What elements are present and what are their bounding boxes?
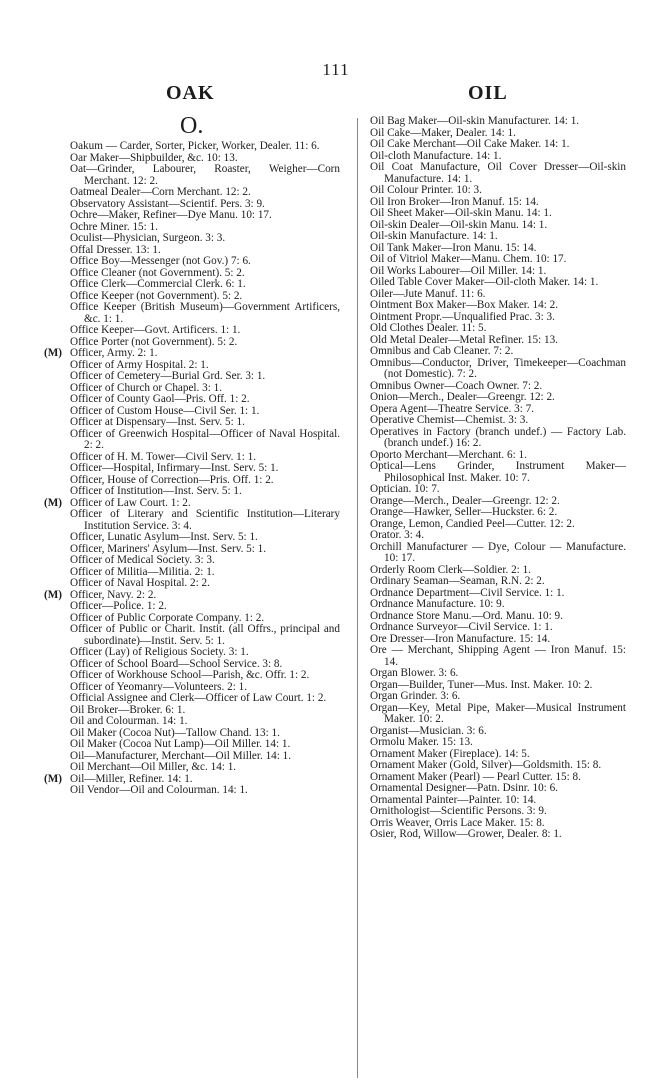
entry-text: Ochre—Maker, Refiner—Dye Manu. 10: 17. — [70, 209, 272, 221]
entry-text: Officer of Cemetery—Burial Grd. Ser. 3: 1. — [70, 370, 266, 382]
entry-text: Oiler—Jute Manuf. 11: 6. — [370, 287, 486, 300]
entry-text: Oil-skin Manufacture. 14: 1. — [370, 230, 498, 242]
entry-text: Orris Weaver, Orris Lace Maker. 15: 8. — [370, 816, 545, 829]
index-entry — [70, 624, 340, 647]
entry-text: Orchill Manufacturer — Dye, Colour — Manufacture. 10: 17. — [370, 540, 626, 564]
index-entry — [370, 461, 626, 484]
entry-text: Ornamental Designer—Patn. Dsinr. 10: 6. — [370, 782, 558, 794]
entry-text: Oil Vendor—Oil and Colourman. 14: 1. — [70, 784, 248, 796]
entry-text: Osier, Rod, Willow—Grower, Dealer. 8: 1. — [370, 828, 562, 840]
entry-text: Officer of Literary and Scientific Institution—Literary Institution Service. 3: 4. — [70, 508, 340, 532]
entry-text: Officer—Hospital, Infirmary—Inst. Serv. 5: 1. — [70, 462, 279, 474]
entry-text: Optical—Lens Grinder, Instrument Maker—Philosophical Inst. Maker. 10: 7. — [370, 460, 626, 484]
entry-text: Officer, Mariners' Asylum—Inst. Serv. 5: 1. — [70, 542, 267, 555]
entry-text: Officer of Public or Charit. Instit. (all Offrs., principal and subordinate)—Instit. Serv. 5: 1. — [70, 623, 340, 647]
entry-text: Ore — Merchant, Shipping Agent — Iron Manuf. 15: 14. — [370, 644, 626, 668]
entry-text: Officer of Army Hospital. 2: 1. — [70, 358, 209, 371]
entry-text: Ornament Maker (Fireplace). 14: 5. — [370, 747, 530, 760]
entry-text: Officer of Institution—Inst. Serv. 5: 1. — [70, 485, 242, 497]
entry-text: Oil Bag Maker—Oil-skin Manufacturer. 14: 1. — [370, 115, 580, 127]
entry-text: Oil Coat Manufacture, Oil Cover Dresser—Oil-skin Manufacture. 14: 1. — [370, 161, 626, 185]
entry-text: Organ—Builder, Tuner—Mus. Inst. Maker. 10: 2. — [370, 678, 593, 691]
entry-text: Old Clothes Dealer. 11: 5. — [370, 322, 487, 334]
entry-marker: (M) — [44, 588, 63, 601]
entry-text: Oil Merchant—Oil Miller, &c. 14: 1. — [70, 761, 237, 773]
entry-text: Officer of Yeomanry—Volunteers. 2: 1. — [70, 680, 248, 693]
left-column — [44, 140, 340, 797]
entry-text: Oculist—Physician, Surgeon. 3: 3. — [70, 232, 226, 244]
entry-text: Old Metal Dealer—Metal Refiner. 15: 13. — [370, 333, 558, 346]
entry-text: Office Cleaner (not Government). 5: 2. — [70, 266, 245, 279]
entry-text: Office Porter (not Government). 5: 2. — [70, 335, 238, 348]
entry-text: Orator. 3: 4. — [370, 529, 425, 541]
entry-text: Ordnance Store Manu.—Ord. Manu. 10: 9. — [370, 609, 563, 622]
entry-text: Ornamental Painter—Painter. 10: 14. — [370, 793, 537, 806]
entry-text: Oat—Grinder, Labourer, Roaster, Weigher—Corn Merchant. 12: 2. — [70, 163, 340, 187]
entry-text: Ormolu Maker. 15: 13. — [370, 736, 473, 748]
entry-text: Officer, Lunatic Asylum—Inst. Serv. 5: 1. — [70, 531, 258, 543]
entry-text: Officer of Naval Hospital. 2: 2. — [70, 577, 210, 589]
entry-text: Oil of Vitriol Maker—Manu. Chem. 10: 17. — [370, 253, 567, 265]
entry-text: Operative Chemist—Chemist. 3: 3. — [370, 414, 529, 426]
entry-text: Oakum — Carder, Sorter, Picker, Worker, Dealer. 11: 6. — [70, 140, 320, 152]
entry-text: Officer of School Board—School Service. 3: 8. — [70, 657, 283, 670]
entry-text: Omnibus and Cab Cleaner. 7: 2. — [370, 345, 514, 357]
entry-text: Onion—Merch., Dealer—Greengr. 12: 2. — [370, 391, 555, 403]
entry-text: Orange—Merch., Dealer—Greengr. 12: 2. — [370, 494, 560, 507]
entry-text: Opera Agent—Theatre Service. 3: 7. — [370, 402, 535, 415]
index-entry — [70, 302, 340, 325]
entry-text: Organ—Key, Metal Pipe, Maker—Musical Instrument Maker. 10: 2. — [370, 701, 626, 725]
entry-text: Officer of H. M. Tower—Civil Serv. 1: 1. — [70, 450, 257, 463]
index-entry — [370, 829, 626, 841]
entry-text: Ordnance Department—Civil Service. 1: 1. — [370, 586, 565, 599]
entry-text: Oil Maker (Cocoa Nut)—Tallow Chand. 13: 1. — [70, 726, 280, 739]
entry-text: Office Boy—Messenger (not Gov.) 7: 6. — [70, 255, 251, 267]
entry-text: Organ Blower. 3: 6. — [370, 667, 459, 679]
entry-text: Oil-cloth Manufacture. 14: 1. — [370, 149, 502, 162]
right-column — [370, 116, 626, 841]
index-entry — [370, 427, 626, 450]
entry-text: Orderly Room Clerk—Soldier. 2: 1. — [370, 563, 531, 576]
page-number: 111 — [322, 60, 350, 79]
entry-text: Officer of Law Court. 1: 2. — [70, 496, 191, 509]
entry-text: Orange—Hawker, Seller—Huckster. 6: 2. — [370, 506, 558, 518]
entry-text: Optician. 10: 7. — [370, 483, 440, 495]
entry-marker: (M) — [44, 496, 63, 509]
entry-text: Ornament Maker (Pearl) — Pearl Cutter. 15: 8. — [370, 770, 581, 783]
entry-text: Oil Maker (Cocoa Nut Lamp)—Oil Miller. 14: 1. — [70, 738, 291, 750]
entry-text: Oil Works Labourer—Oil Miller. 14: 1. — [370, 264, 547, 277]
running-head-right: OIL — [468, 82, 508, 104]
entry-text: Official Assignee and Clerk—Officer of Law Court. 1: 2. — [70, 692, 327, 704]
entry-text: Oil Broker—Broker. 6: 1. — [70, 703, 186, 716]
index-entry — [70, 429, 340, 452]
entry-text: Officer at Dispensary—Inst. Serv. 5: 1. — [70, 416, 245, 428]
running-head-left: OAK — [166, 82, 215, 104]
entry-text: Ordinary Seaman—Seaman, R.N. 2: 2. — [370, 575, 545, 587]
entry-text: Officer, Army. 2: 1. — [70, 347, 158, 359]
entry-text: Office Clerk—Commercial Clerk. 6: 1. — [70, 278, 246, 290]
entry-text: Ordnance Surveyor—Civil Service. 1: 1. — [370, 621, 553, 633]
entry-text: Oar Maker—Shipbuilder, &c. 10: 13. — [70, 151, 238, 164]
entry-text: Organ Grinder. 3: 6. — [370, 690, 461, 702]
entry-text: Oil—Miller, Refiner. 14: 1. — [70, 772, 193, 785]
entry-text: Operatives in Factory (branch undef.) — Factory Lab. (branch undef.) 16: 2. — [370, 425, 626, 449]
entry-text: Organist—Musician. 3: 6. — [370, 724, 487, 737]
entry-text: Ochre Miner. 15: 1. — [70, 220, 158, 233]
index-entry — [370, 703, 626, 726]
entry-text: Officer—Police. 1: 2. — [70, 600, 167, 612]
entry-text: Office Keeper (British Museum)—Government Artificers, &c. 1: 1. — [70, 301, 340, 325]
entry-marker: (M) — [44, 347, 63, 359]
entry-text: Officer (Lay) of Religious Society. 3: 1. — [70, 646, 249, 658]
entry-text: Oil Cake Merchant—Oil Cake Maker. 14: 1. — [370, 138, 570, 150]
entry-marker: (M) — [44, 772, 63, 785]
entry-text: Oatmeal Dealer—Corn Merchant. 12: 2. — [70, 186, 251, 198]
entry-text: Ornithologist—Scientific Persons. 3: 9. — [370, 805, 547, 817]
entry-text: Oil—Manufacturer, Merchant—Oil Miller. 14: 1. — [70, 749, 292, 762]
entry-text: Ornament Maker (Gold, Silver)—Goldsmith. 15: 8. — [370, 759, 602, 771]
entry-text: Officer, House of Correction—Pris. Off. 1: 2. — [70, 473, 274, 486]
entry-text: Office Keeper (not Government). 5: 2. — [70, 289, 243, 302]
entry-text: Oil-skin Dealer—Oil-skin Manu. 14: 1. — [370, 218, 548, 231]
entry-text: Officer of Medical Society. 3: 3. — [70, 554, 215, 566]
entry-text: Omnibus—Conductor, Driver, Timekeeper—Coachman (not Domestic). 7: 2. — [370, 356, 626, 380]
entry-text: Officer of Custom House—Civil Ser. 1: 1. — [70, 404, 260, 417]
entry-text: Officer, Navy. 2: 2. — [70, 588, 157, 601]
column-divider — [357, 118, 358, 1078]
entry-text: Oil Sheet Maker—Oil-skin Manu. 14: 1. — [370, 207, 552, 219]
entry-text: Ore Dresser—Iron Manufacture. 15: 14. — [370, 632, 551, 645]
entry-text: Offal Dresser. 13: 1. — [70, 243, 161, 256]
section-letter: O. — [180, 113, 204, 139]
entry-text: Oporto Merchant—Merchant. 6: 1. — [370, 448, 527, 461]
entry-text: Officer of Church or Chapel. 3: 1. — [70, 381, 223, 394]
entry-text: Oil Colour Printer. 10: 3. — [370, 184, 482, 196]
index-entry — [70, 164, 340, 187]
entry-text: Oil Tank Maker—Iron Manu. 15: 14. — [370, 241, 537, 254]
entry-text: Officer of Greenwich Hospital—Officer of Naval Hospital. 2: 2. — [70, 427, 340, 451]
index-entry — [370, 645, 626, 668]
entry-text: Officer of Workhouse School—Parish, &c. Offr. 1: 2. — [70, 669, 310, 681]
entry-text: Omnibus Owner—Coach Owner. 7: 2. — [370, 379, 543, 392]
index-entry — [370, 162, 626, 185]
entry-text: Ordnance Manufacture. 10: 9. — [370, 598, 505, 610]
entry-text: Ointment Propr.—Unqualified Prac. 3: 3. — [370, 310, 555, 323]
entry-text: Observatory Assistant—Scientif. Pers. 3: 9. — [70, 197, 265, 210]
entry-text: Office Keeper—Govt. Artificers. 1: 1. — [70, 324, 241, 336]
entry-text: Officer of County Gaol—Pris. Off. 1: 2. — [70, 393, 250, 405]
index-entry — [370, 358, 626, 381]
entry-text: Oiled Table Cover Maker—Oil-cloth Maker. 14: 1. — [370, 276, 599, 288]
entry-text: Officer of Public Corporate Company. 1: 2. — [70, 611, 265, 624]
index-entry — [370, 542, 626, 565]
entry-text: Oil and Colourman. 14: 1. — [70, 715, 188, 727]
entry-text: Ointment Box Maker—Box Maker. 14: 2. — [370, 299, 558, 311]
entry-text: Oil Iron Broker—Iron Manuf. 15: 14. — [370, 195, 539, 208]
entry-text: Oil Cake—Maker, Dealer. 14: 1. — [370, 126, 516, 139]
entry-text: Orange, Lemon, Candied Peel—Cutter. 12: 2. — [370, 517, 575, 530]
index-entry — [70, 509, 340, 532]
entry-text: Officer of Militia—Militia. 2: 1. — [70, 565, 215, 578]
index-entry — [70, 785, 340, 797]
